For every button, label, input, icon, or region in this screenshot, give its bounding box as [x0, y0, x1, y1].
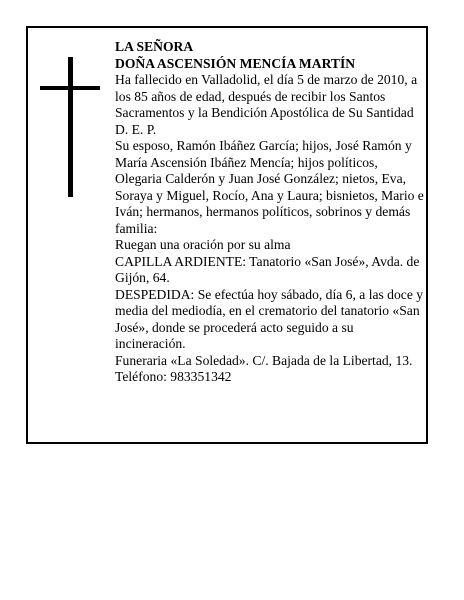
funeral-home-info: Funeraria «La Soledad». C/. Bajada de la Libertad, 13. — [115, 352, 413, 368]
notice-text — [115, 39, 427, 386]
deceased-name: DOÑA ASCENSIÓN MENCÍA MARTÍN — [115, 55, 356, 71]
phone-info: Teléfono: 983351342 — [115, 369, 232, 384]
prayer-request: Ruegan una oración por su alma — [115, 237, 291, 252]
farewell-info: DESPEDIDA: Se efectúa hoy sábado, día 6, a las doce y media del mediodía, en el crematorio del tanatorio «San José», donde se procederá acto seguido a su incineración. — [115, 286, 424, 351]
notice-title: LA SEÑORA — [115, 39, 194, 54]
cross-vertical-bar — [68, 57, 73, 197]
rip-line: D. E. P. — [115, 121, 157, 137]
family-list: Su esposo, Ramón Ibáñez García; hijos, José Ramón y María Ascensión Ibáñez Mencía; hijos políticos, Olegaria Calderón y Juan José González; nietos, Eva, Soraya y Miguel, Rocío, Ana y Laura; bisnietos, Mario e Iván; hermanos, hermanos políticos, sobrinos y demás familia: — [115, 138, 424, 236]
chapel-info: CAPILLA ARDIENTE: Tanatorio «San José», Avda. de Gijón, 64. — [115, 253, 420, 285]
obituary-notice — [26, 26, 428, 444]
death-announcement: Ha fallecido en Valladolid, el día 5 de marzo de 2010, a los 85 años de edad, después de recibir los Santos Sacramentos y la Bendición Apostólica de Su Santidad — [115, 72, 418, 120]
cross-horizontal-bar — [40, 86, 100, 90]
